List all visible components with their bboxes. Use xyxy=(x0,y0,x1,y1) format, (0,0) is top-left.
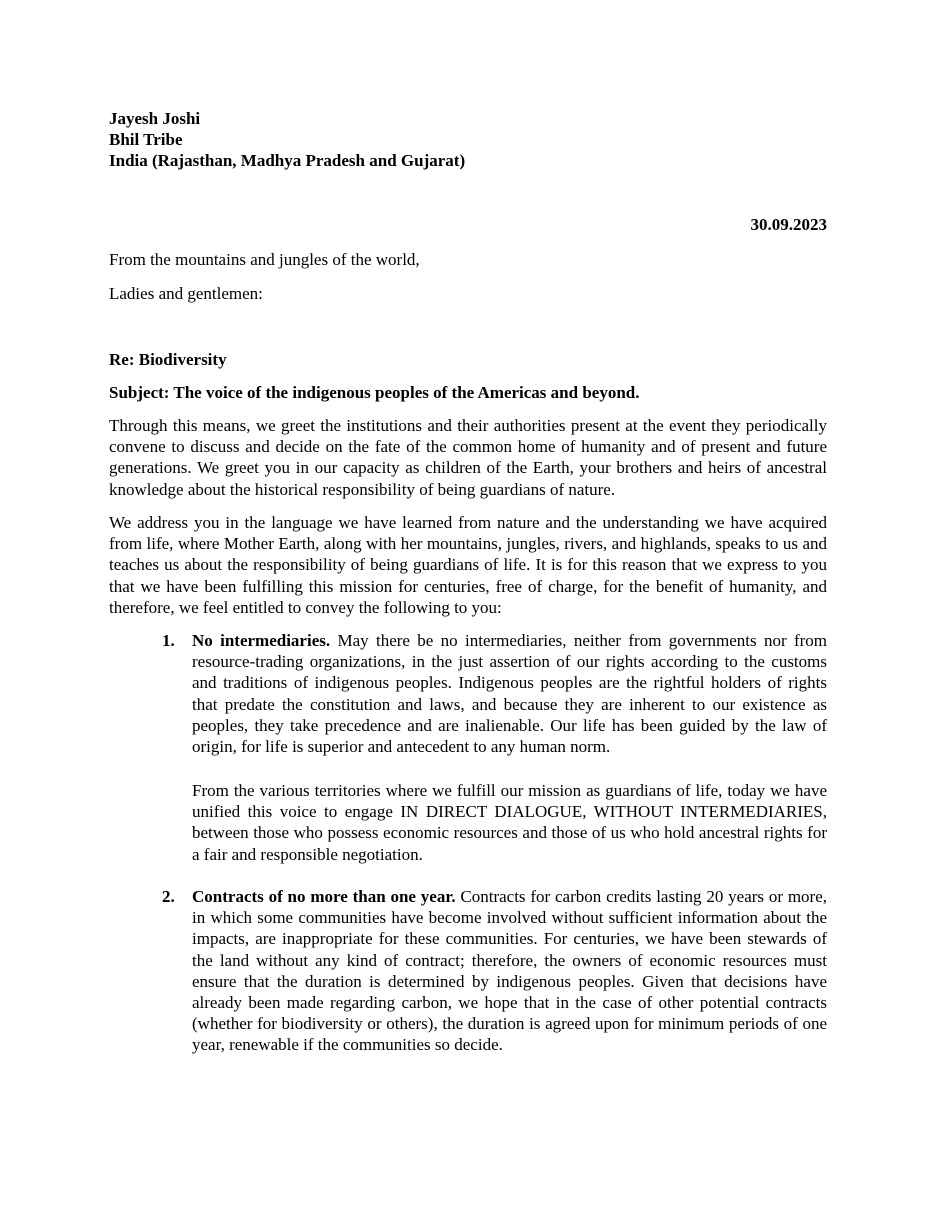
list-item-text: Contracts for carbon credits lasting 20 years or more, in which some communities have become involved without sufficient information about the impacts, are inappropriate for these communities. For centuries, we have been stewards of the land without any kind of contract; therefore, the owners of economic resources must ensure that the duration is determined by indigenous peoples. Given that decisions have already been made regarding carbon, we hope that in the case of other potential contracts (whether for biodiversity or others), the duration is agreed upon for minimum periods of one year, renewable if the communities so decide. xyxy=(192,887,827,1055)
list-item-title: No intermediaries. xyxy=(192,631,331,650)
re-line: Re: Biodiversity xyxy=(109,350,227,369)
list-item-body xyxy=(192,630,827,757)
list-item-number: 1. xyxy=(162,631,175,650)
sender-block xyxy=(109,108,465,171)
list-item-continuation-text: From the various territories where we fulfill our mission as guardians of life, today we have unified this voice to engage IN DIRECT DIALOGUE, WITHOUT INTERMEDIARIES, between those who possess economic resources and those of us who hold ancestral rights for a fair and responsible negotiation. xyxy=(192,781,827,864)
list-item-number: 2. xyxy=(162,887,175,906)
sender-name: Jayesh Joshi xyxy=(109,109,201,128)
list-item-body xyxy=(192,886,827,1056)
sender-region: India (Rajasthan, Madhya Pradesh and Gujarat) xyxy=(109,151,466,170)
letter-date: 30.09.2023 xyxy=(750,215,827,234)
salutation-line: Ladies and gentlemen: xyxy=(109,284,263,303)
sender-tribe: Bhil Tribe xyxy=(109,130,183,149)
paragraph-address: We address you in the language we have learned from nature and the understanding we have acquired from life, where Mother Earth, along with her mountains, jungles, rivers, and highlands, speaks to us and teaches us about the responsibility of being guardians of life. It is for this reason that we express to you that we have been fulfilling this mission for centuries, free of charge, for the benefit of humanity, and therefore, we feel entitled to convey the following to you: xyxy=(109,513,827,617)
paragraph-greeting: Through this means, we greet the institutions and their authorities present at the event they periodically convene to discuss and decide on the fate of the common home of humanity and of present and future generations. We greet you in our capacity as children of the Earth, your brothers and heirs of ancestral knowledge about the historical responsibility of being guardians of nature. xyxy=(109,416,827,499)
list-item-text: May there be no intermediaries, neither from governments nor from resource-trading organizations, in the just assertion of our rights according to the customs and traditions of indigenous peoples. Indigenous peoples are the rightful holders of rights that predate the constitution and laws, and because they are inherent to our existence as peoples, they take precedence and are inalienable. Our life has been guided by the law of origin, for life is superior and antecedent to any human norm. xyxy=(192,631,827,757)
list-item-title: Contracts of no more than one year. xyxy=(192,887,456,906)
subject-line: Subject: The voice of the indigenous peoples of the Americas and beyond. xyxy=(109,383,640,402)
greeting-line: From the mountains and jungles of the world, xyxy=(109,250,420,269)
